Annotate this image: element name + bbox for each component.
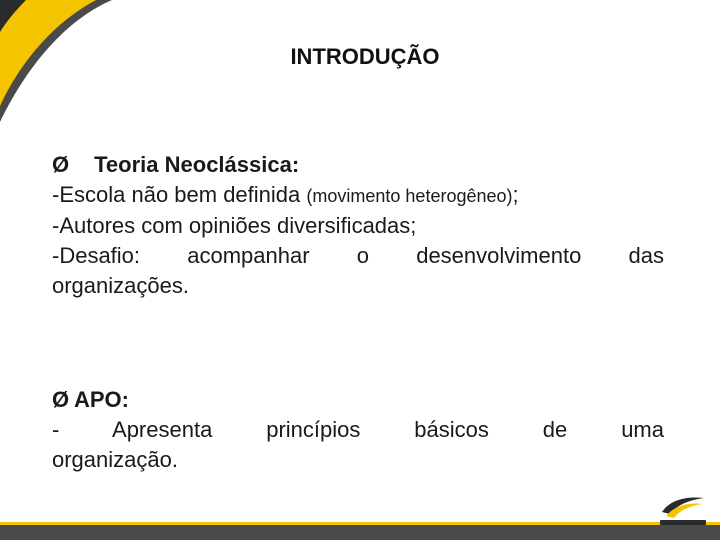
section1-heading: Teoria Neoclássica: bbox=[94, 152, 300, 177]
section1-heading-line bbox=[52, 150, 664, 180]
section1-line4: organizações. bbox=[52, 273, 189, 298]
section1-line3: -Desafio: acompanhar o desenvolvimento das bbox=[52, 243, 664, 268]
bottom-bar-decoration bbox=[0, 522, 720, 540]
section1-line1 bbox=[52, 180, 664, 211]
slide-title: INTRODUÇÃO bbox=[290, 44, 440, 69]
arrow-bullet-icon: Ø bbox=[52, 387, 70, 412]
section1-line1-main: -Escola não bem definida bbox=[52, 182, 301, 207]
section-apo bbox=[52, 385, 664, 475]
unicesumar-logo-icon bbox=[656, 490, 710, 530]
section2-line1: - Apresenta princípios básicos de uma bbox=[52, 417, 664, 442]
section2-heading-line bbox=[52, 385, 664, 415]
section2-heading: APO: bbox=[74, 387, 129, 412]
section1-line2: -Autores com opiniões diversificadas; bbox=[52, 213, 417, 238]
arrow-bullet-icon: Ø bbox=[52, 152, 70, 177]
section-teoria-neoclassica bbox=[52, 150, 664, 301]
section2-line2: organização. bbox=[52, 447, 178, 472]
section1-line1-end: ; bbox=[512, 182, 519, 207]
section1-line1-small: (movimento heterogêneo) bbox=[306, 186, 513, 206]
